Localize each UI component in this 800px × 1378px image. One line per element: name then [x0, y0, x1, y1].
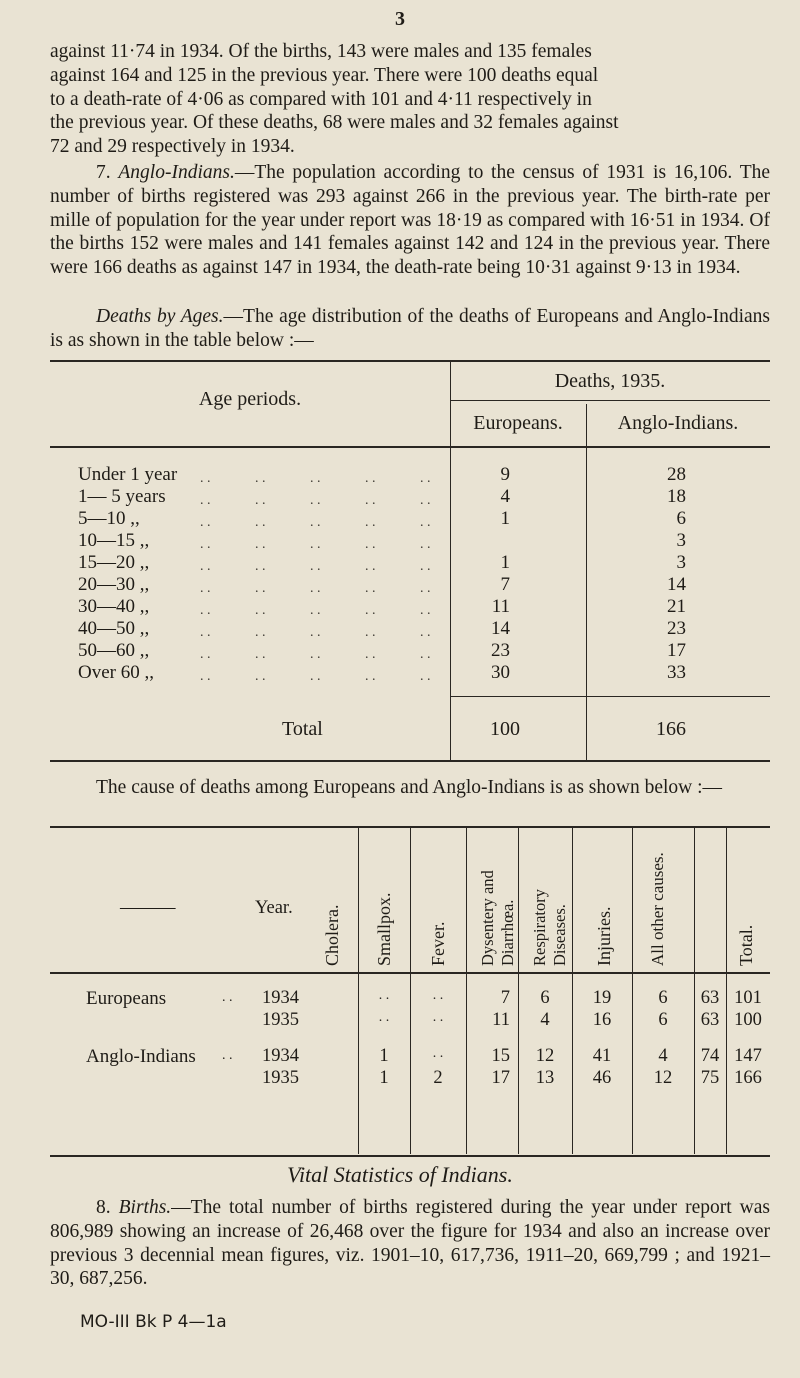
table-header-anglo-indians: Anglo-Indians.: [617, 412, 739, 434]
total-label: Total: [282, 718, 323, 740]
total-value: 166: [734, 1068, 762, 1088]
smallpox-value: . .: [432, 1046, 444, 1061]
anglo-indians-value: 23: [667, 618, 686, 639]
section-text: The cause of deaths among Europeans and Anglo-Indians is as shown below :—: [96, 777, 723, 798]
age-label: 15—20 ,,: [78, 552, 150, 573]
europeans-value: 11: [491, 596, 510, 617]
column-header-total: Total.: [736, 924, 756, 966]
age-label: Over 60 ,,: [78, 662, 154, 683]
injuries-value: 4: [658, 1046, 668, 1066]
paragraph-births: [50, 1196, 770, 1291]
respiratory-value: 19: [592, 988, 612, 1008]
leader-dots: . . . . . . . . . . . . . . . . . . . .: [255, 471, 266, 684]
total-value: 101: [734, 988, 762, 1008]
anglo-indians-value: 28: [667, 464, 686, 485]
cholera-value: 1: [379, 1068, 389, 1088]
dysentery-value: 13: [535, 1068, 555, 1088]
section-number: 8.: [96, 1197, 111, 1218]
leader-dots: . . . . . . . . . . . . . . . . . . . .: [310, 471, 321, 684]
leader-dots: . .: [222, 1048, 233, 1063]
total-value: 100: [734, 1010, 762, 1030]
other-causes-value: 63: [700, 988, 720, 1008]
total-value: 147: [734, 1046, 762, 1066]
smallpox-value: . .: [432, 988, 444, 1003]
fever-value: 17: [491, 1068, 510, 1088]
age-label: 1— 5 years: [78, 486, 166, 507]
europeans-value: 30: [491, 662, 510, 683]
table-header-age: Age periods.: [198, 388, 302, 410]
year-cell: 1935: [262, 1010, 299, 1030]
text-line: against 164 and 125 in the previous year. There were 100 deaths equal: [50, 64, 599, 86]
table-header-europeans: Europeans.: [473, 412, 563, 434]
respiratory-value: 41: [592, 1046, 612, 1066]
age-label: 30—40 ,,: [78, 596, 150, 617]
year-cell: 1934: [262, 988, 299, 1008]
anglo-indians-value: 17: [667, 640, 686, 661]
page-number: 3: [395, 8, 405, 30]
column-header-other-causes: All other causes.: [648, 852, 667, 966]
section-text: —The population according to the census of 1931 is 16,106. The number of births registered was 293 against 266 in the previous year. The birth-rate per mille of population for the year under report was 18·19 as compared with 16·51 in 1934. Of the births 152 were males and 141 females against 142 and 124 in the previous year. There were 166 deaths as against 147 in 1934, the death-rate being 10·31 against 9·13 in 1934.: [50, 162, 771, 279]
fever-value: 15: [491, 1046, 510, 1066]
column-header-cholera: Cholera.: [322, 904, 342, 966]
text-line: to a death-rate of 4·06 as compared with 101 and 4·11 respectively in: [50, 88, 592, 110]
europeans-value: 1: [500, 552, 510, 573]
respiratory-value: 46: [592, 1068, 612, 1088]
other-causes-value: 74: [700, 1046, 720, 1066]
text-line: the previous year. Of these deaths, 68 were males and 32 females against: [50, 112, 619, 134]
age-label: Under 1 year: [78, 464, 178, 485]
fever-value: 11: [492, 1010, 510, 1030]
dash-header: ———: [120, 898, 176, 918]
injuries-value: 6: [658, 988, 668, 1008]
leader-dots: . .: [222, 990, 233, 1005]
injuries-value: 12: [653, 1068, 673, 1088]
respiratory-value: 16: [592, 1010, 612, 1030]
fever-value: 7: [500, 988, 510, 1008]
cholera-value: . .: [378, 1010, 390, 1025]
year-header: Year.: [255, 898, 293, 918]
text-line: against 11·74 in 1934. Of the births, 143 were males and 135 females: [50, 41, 592, 62]
text-line: 72 and 29 respectively in 1934.: [50, 136, 295, 158]
age-label: 5—10 ,,: [78, 508, 140, 529]
anglo-indians-value: 18: [667, 486, 686, 507]
section-number: 7.: [96, 162, 111, 183]
age-label: 40—50 ,,: [78, 618, 150, 639]
anglo-indians-value: 33: [667, 662, 686, 683]
column-header-respiratory: Respiratory Diseases.: [530, 889, 569, 966]
section-heading: Deaths by Ages.: [96, 306, 224, 327]
section-caption: Vital Statistics of Indians.: [287, 1162, 513, 1187]
injuries-value: 6: [658, 1010, 668, 1030]
year-cell: 1934: [262, 1046, 299, 1066]
column-header-fever: Fever.: [428, 921, 448, 966]
leader-dots: . . . . . . . . . . . . . . . . . . . .: [365, 471, 376, 684]
age-label: 10—15 ,,: [78, 530, 150, 551]
europeans-value: 9: [500, 464, 510, 485]
dysentery-value: 12: [535, 1046, 555, 1066]
europeans-value: 4: [500, 486, 510, 507]
cholera-value: 1: [379, 1046, 389, 1066]
leader-dots: . . . . . . . . . . . . . . . . . . . .: [200, 471, 211, 684]
dysentery-value: 6: [540, 988, 550, 1008]
dysentery-value: 4: [540, 1010, 550, 1030]
other-causes-value: 63: [700, 1010, 720, 1030]
leader-dots: . . . . . . . . . . . . . . . . . . . .: [420, 471, 431, 684]
table-rule: [50, 1155, 770, 1157]
anglo-indians-value: 14: [667, 574, 686, 595]
other-causes-value: 75: [700, 1068, 720, 1088]
cholera-value: . .: [378, 988, 390, 1003]
section-text: —The total number of births registered during the year under report was 806,989 showing an increase of 26,468 over the figure for 1934 and also an increase over previous 3 decennial mean figures, viz. 1901–10, 617,736, 1911–20, 669,799 ; and 1921–30, 687,256.: [50, 1197, 771, 1290]
anglo-indians-value: 21: [667, 596, 686, 617]
printer-mark: MO-III Bk P 4—1a: [80, 1312, 227, 1332]
group-label-anglo-indians: Anglo-Indians: [86, 1046, 196, 1067]
anglo-indians-value: 3: [676, 530, 686, 551]
europeans-value: 7: [500, 574, 510, 595]
europeans-value: 1: [500, 508, 510, 529]
section-text: —The age distribution of the deaths of Europeans and Anglo-Indians is as shown in the table below :—: [50, 306, 770, 351]
europeans-value: 14: [491, 618, 510, 639]
column-header-dysentery: Dysentery and Diarrhœa.: [478, 870, 517, 966]
group-label-europeans: Europeans: [86, 988, 167, 1009]
smallpox-value: 2: [433, 1068, 443, 1088]
smallpox-value: . .: [432, 1010, 444, 1025]
anglo-indians-value: 6: [676, 508, 686, 529]
section-heading: Anglo-Indians.: [118, 162, 235, 183]
section-heading: Births.: [118, 1197, 172, 1218]
year-cell: 1935: [262, 1068, 299, 1088]
column-header-smallpox: Smallpox.: [374, 892, 394, 966]
anglo-indians-value: 3: [676, 552, 686, 573]
total-europeans: 100: [490, 718, 520, 740]
table-header-main: Deaths, 1935.: [554, 370, 666, 392]
column-header-injuries: Injuries.: [594, 906, 614, 966]
total-anglo-indians: 166: [656, 718, 686, 740]
age-label: 50—60 ,,: [78, 640, 150, 661]
age-label: 20—30 ,,: [78, 574, 150, 595]
europeans-value: 23: [491, 640, 510, 661]
